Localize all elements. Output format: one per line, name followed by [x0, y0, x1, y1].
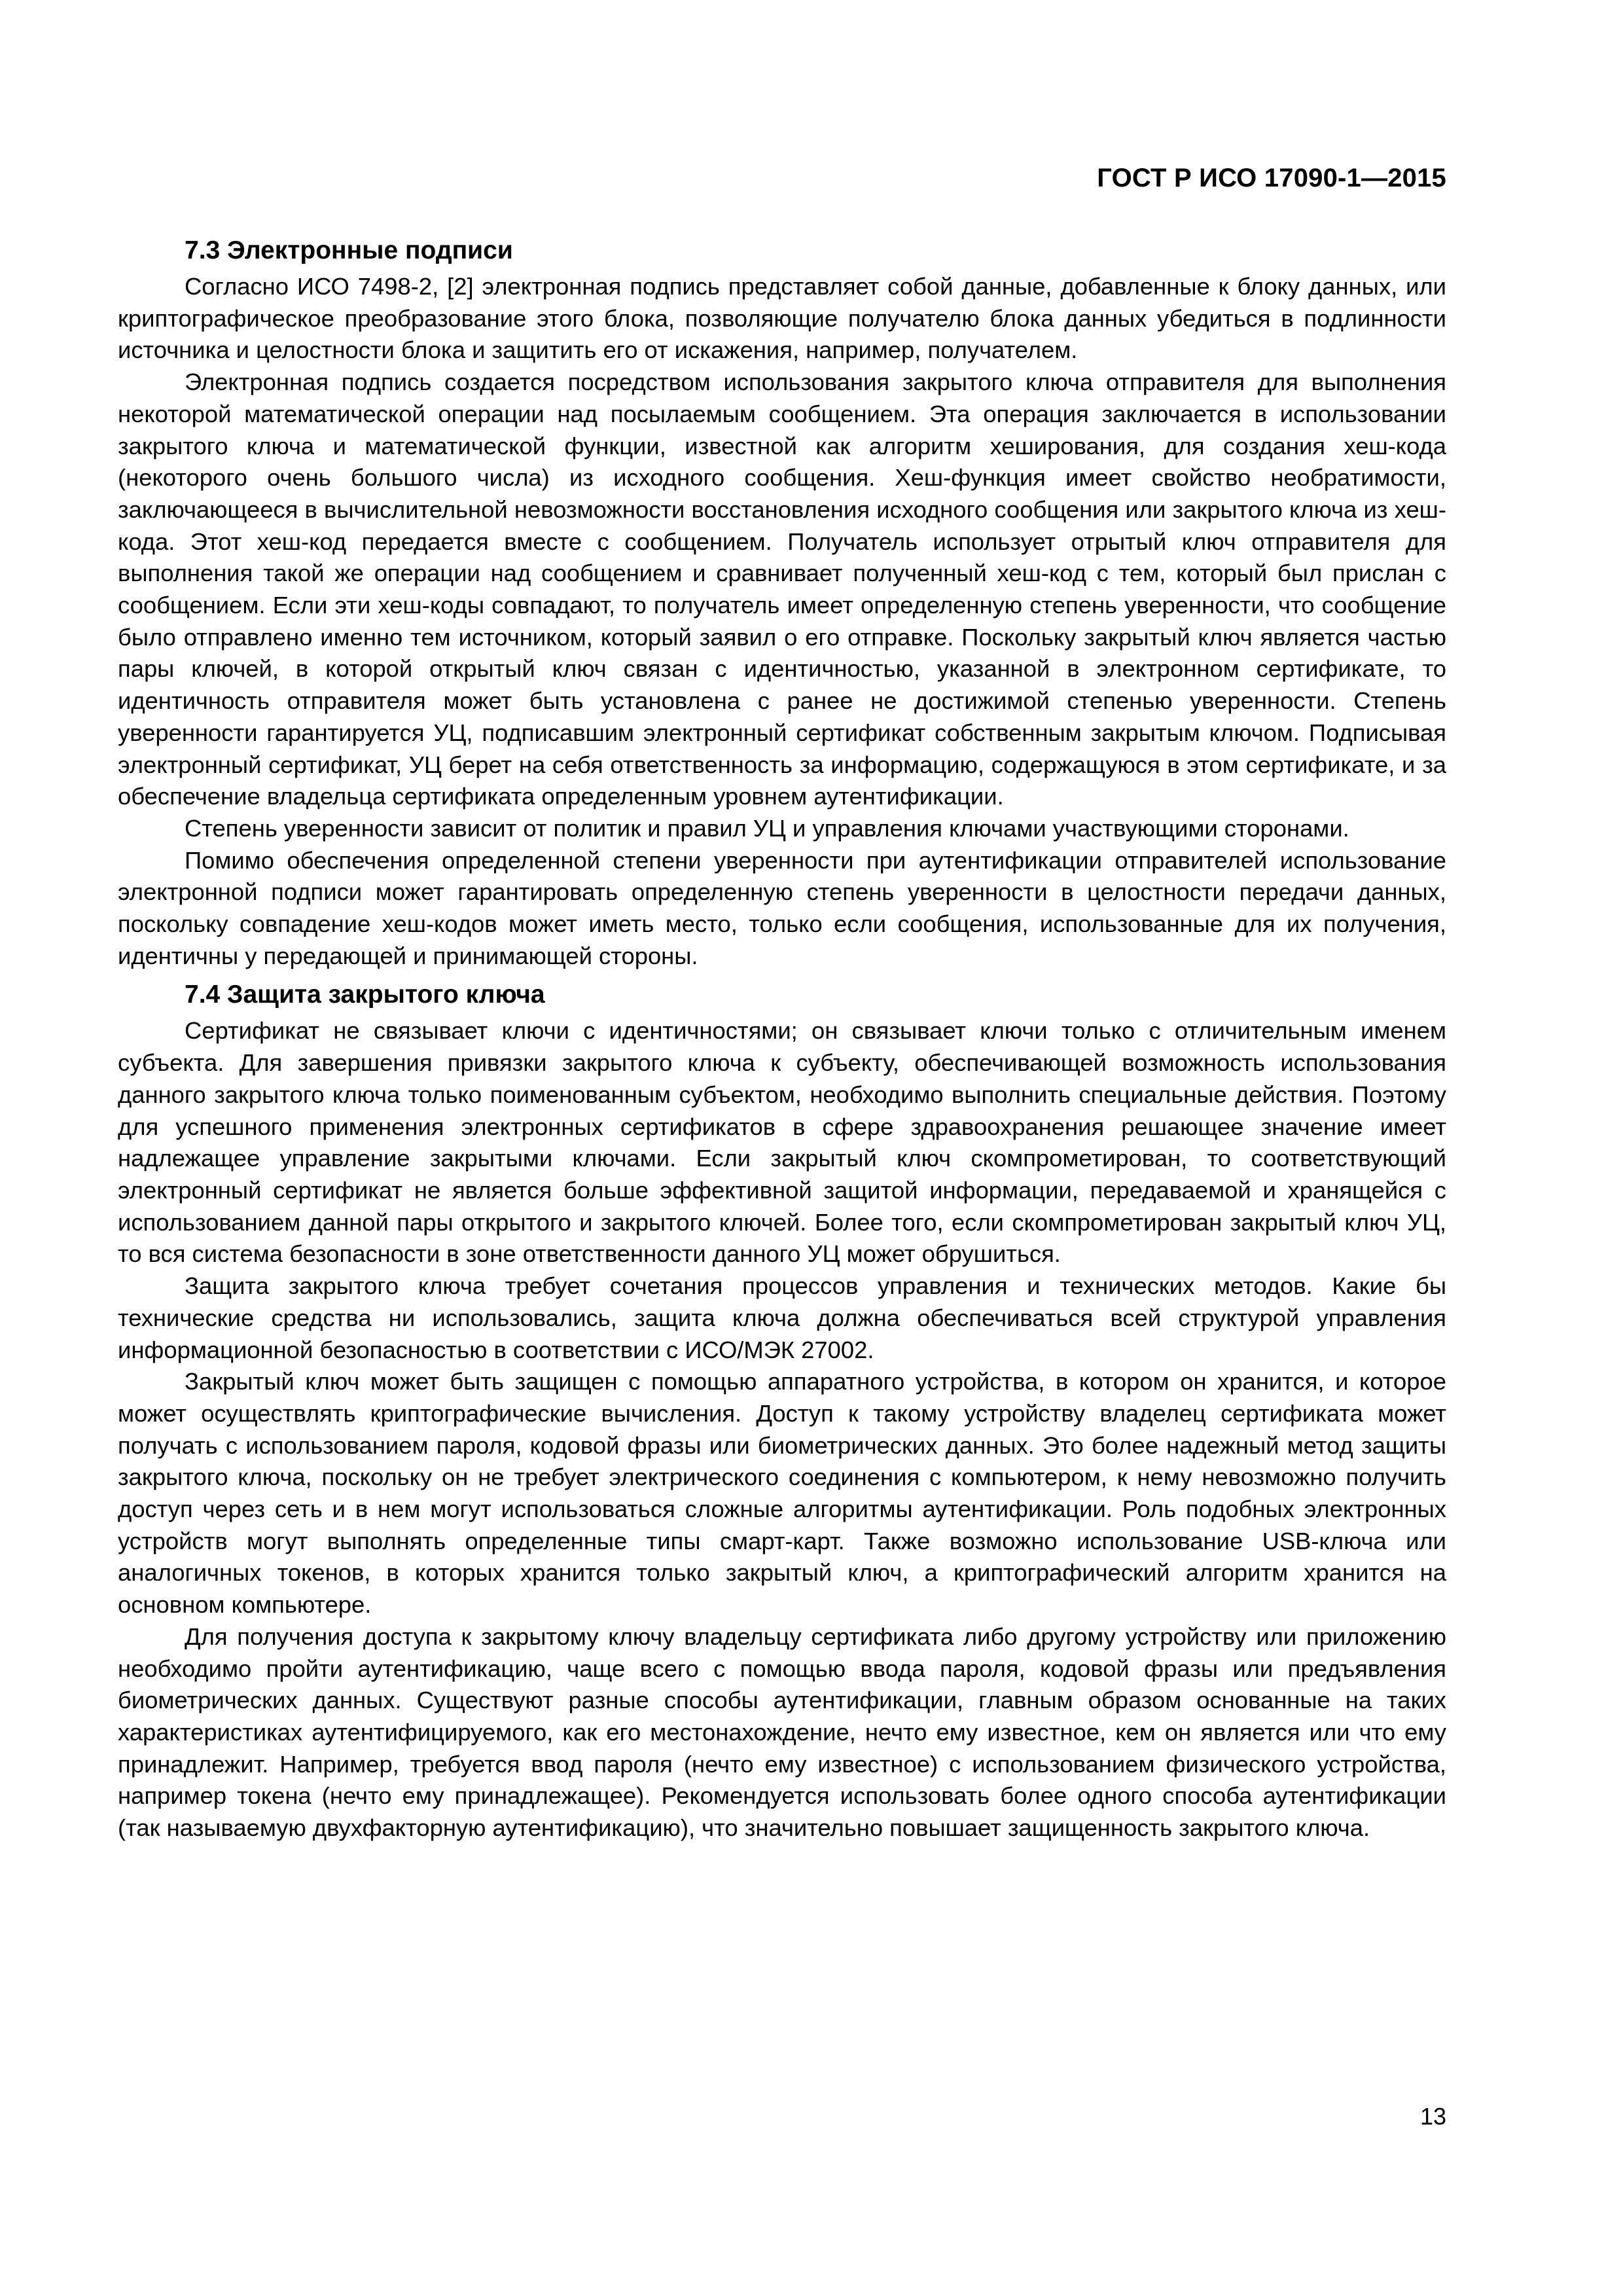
- paragraph: Сертификат не связывает ключи с идентичностями; он связывает ключи только с отличительным именем субъекта. Для завершения привязки закрытого ключа к субъекту, обеспечивающей возможность использования данного закрытого ключа только поименованным субъектом, необходимо выполнить специальные действия. Поэтому для успешного применения электронных сертификатов в сфере здравоохранения решающее значение имеет надлежащее управление закрытыми ключами. Если закрытый ключ скомпрометирован, то соответствующий электронный сертификат не является больше эффективной защитой информации, передаваемой и хранящейся с использованием данной пары открытого и закрытого ключей. Более того, если скомпрометирован закрытый ключ УЦ, то вся система безопасности в зоне ответственности данного УЦ может обрушиться.: [118, 1017, 1446, 1268]
- section-7-3: [118, 234, 1446, 972]
- standard-code-header: ГОСТ Р ИСО 17090-1—2015: [1097, 164, 1446, 192]
- paragraph: Закрытый ключ может быть защищен с помощью аппаратного устройства, в котором он хранится, и которое может осуществлять криптографические вычисления. Доступ к такому устройству владелец сертификата может получать с использованием пароля, кодовой фразы или биометрических данных. Это более надежный метод защиты закрытого ключа, поскольку он не требует электрического соединения с компьютером, к нему невозможно получить доступ через сеть и в нем могут использоваться сложные алгоритмы аутентификации. Роль подобных электронных устройств могут выполнять определенные типы смарт-карт. Также возможно использование USB-ключа или аналогичных токенов, в которых хранится только закрытый ключ, а криптографический алгоритм хранится на основном компьютере.: [118, 1368, 1446, 1619]
- paragraph: Степень уверенности зависит от политик и правил УЦ и управления ключами участвующими сторонами.: [185, 814, 1349, 842]
- section-title: 7.4 Защита закрытого ключа: [185, 980, 545, 1009]
- paragraph: Согласно ИСО 7498-2, [2] электронная подпись представляет собой данные, добавленные к блоку данных, или криптографическое преобразование этого блока, позволяющие получателю блока данных убедиться в подлинности источника и целостности блока и защитить его от искажения, например, получателем.: [118, 273, 1446, 364]
- paragraph: Помимо обеспечения определенной степени уверенности при аутентификации отправителей использование электронной подписи может гарантировать определенную степень уверенности в целостности передачи данных, поскольку совпадение хеш-кодов может иметь место, только если сообщения, использованные для их получения, идентичны у передающей и принимающей стороны.: [118, 846, 1446, 969]
- section-title: 7.3 Электронные подписи: [185, 236, 513, 264]
- paragraph: Защита закрытого ключа требует сочетания процессов управления и технических методов. Какие бы технические средства ни использовались, защита ключа должна обеспечиваться всей структурой управления информационной безопасностью в соответствии с ИСО/МЭК 27002.: [118, 1272, 1446, 1363]
- section-7-4: [118, 978, 1446, 1844]
- paragraph: Электронная подпись создается посредством использования закрытого ключа отправителя для выполнения некоторой математической операции над посылаемым сообщением. Эта операция заключается в использовании закрытого ключа и математической функции, известной как алгоритм хеширования, для создания хеш-кода (некоторого очень большого числа) из исходного сообщения. Хеш-функция имеет свойство необратимости, заключающееся в вычислительной невозможности восстановления исходного сообщения или закрытого ключа из хеш-кода. Этот хеш-код передается вместе с сообщением. Получатель использует отрытый ключ отправителя для выполнения такой же операции над сообщением и сравнивает полученный хеш-код с тем, который был прислан с сообщением. Если эти хеш-коды совпадают, то получатель имеет определенную степень уверенности, что сообщение было отправлено именно тем источником, который заявил о его отправке. Поскольку закрытый ключ является частью пары ключей, в которой открытый ключ связан с идентичностью, указанной в электронном сертификате, то идентичность отправителя может быть установлена с ранее не достижимой степенью уверенности. Степень уверенности гарантируется УЦ, подписавшим электронный сертификат собственным закрытым ключом. Подписывая электронный сертификат, УЦ берет на себя ответственность за информацию, содержащуюся в этом сертификате, и за обеспечение владельца сертификата определенным уровнем аутентификации.: [118, 368, 1446, 810]
- page-content: [118, 234, 1446, 1844]
- paragraph: Для получения доступа к закрытому ключу владельцу сертификата либо другому устройству или приложению необходимо пройти аутентификацию, чаще всего с помощью ввода пароля, кодовой фразы или предъявления биометрических данных. Существуют разные способы аутентификации, главным образом основанные на таких характеристиках аутентифицируемого, как его местонахождение, нечто ему известное, кем он является или что ему принадлежит. Например, требуется ввод пароля (нечто ему известное) с использованием физического устройства, например токена (нечто ему принадлежащее). Рекомендуется использовать более одного способа аутентификации (так называемую двухфакторную аутентификацию), что значительно повышает защищенность закрытого ключа.: [118, 1623, 1446, 1842]
- page-number: 13: [1419, 2103, 1446, 2130]
